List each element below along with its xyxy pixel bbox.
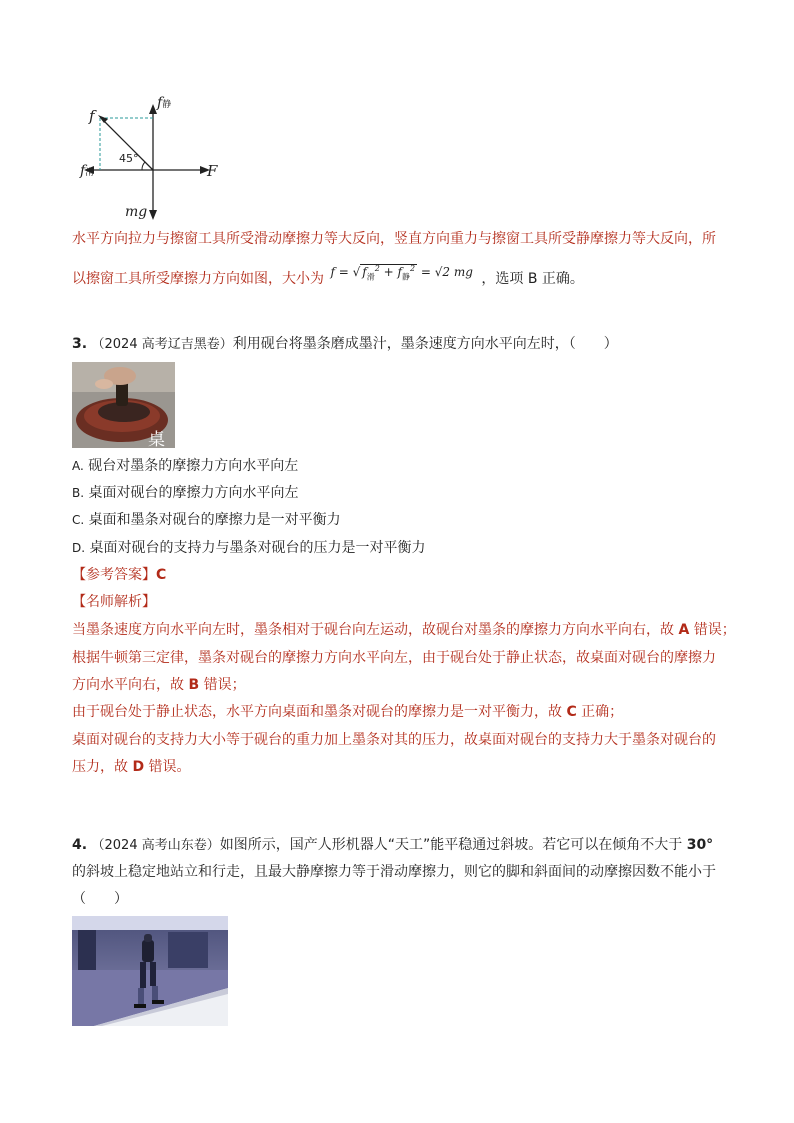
friction-formula: f = √ $f_滑^2 + f_静^2 = √2$ mg [330, 264, 473, 282]
inkstone-photo [72, 362, 175, 448]
q3-option-d: D. 桌面对砚台的支持力与墨条对砚台的压力是一对平衡力 [72, 540, 426, 556]
q3-option-b: B. 桌面对砚台的摩擦力方向水平向左 [72, 485, 299, 501]
q3-stem: 3. （2024 高考辽吉黑卷）利用砚台将墨条磨成墨汁，墨条速度方向水平向左时，（ ） [72, 336, 618, 352]
q3-option-a: A. 砚台对墨条的摩擦力方向水平向左 [72, 458, 299, 474]
label-f: f [89, 107, 95, 125]
q3-analysis-label: 【名师解析】 [72, 594, 156, 610]
desk-label: 桌 [148, 430, 165, 448]
q3-analysis-line: 当墨条速度方向水平向左时，墨条相对于砚台向左运动，故砚台对墨条的摩擦力方向水平向右，故 A 错误； [72, 622, 736, 638]
q4-stem-line1: 4. （2024 高考山东卷）如图所示，国产人形机器人“天工”能平稳通过斜坡。若它可以在倾角不大于 30° [72, 837, 714, 853]
q3-analysis-line: 由于砚台处于静止状态，水平方向桌面和墨条对砚台的摩擦力是一对平衡力，故 C 正确； [72, 704, 624, 720]
label-f-slide: f滑 [80, 163, 95, 179]
label-F: F [207, 162, 218, 180]
q3-analysis-line: 压力，故 D 错误。 [72, 759, 191, 775]
force-diagram [78, 92, 228, 224]
q3-option-c: C. 桌面和墨条对砚台的摩擦力是一对平衡力 [72, 512, 341, 528]
q3-analysis-line: 方向水平向右，故 B 错误； [72, 677, 246, 693]
label-angle: 45° [119, 152, 139, 165]
prev-analysis-line2: 以擦窗工具所受摩擦力方向如图，大小为 f = √ $f_滑^2 + f_静^2 = √2$ mg ，选项 B 正确。 [72, 265, 584, 293]
q3-answer: 【参考答案】C [72, 567, 167, 583]
robot-photo [72, 916, 228, 1026]
prev-analysis-line1: 水平方向拉力与擦窗工具所受滑动摩擦力等大反向，竖直方向重力与擦窗工具所受静摩擦力等大反向，所 [72, 231, 716, 247]
label-f-static: f静 [157, 95, 172, 111]
q4-stem-line2: 的斜坡上稳定地站立和行走，且最大静摩擦力等于滑动摩擦力，则它的脚和斜面间的动摩擦因数不能小于 [72, 864, 716, 880]
q3-analysis-line: 桌面对砚台的支持力大小等于砚台的重力加上墨条对其的压力，故桌面对砚台的支持力大于墨条对砚台的 [72, 732, 716, 748]
q4-stem-line3: （ ） [72, 891, 128, 907]
label-mg: mg [125, 204, 148, 220]
q3-analysis-line: 根据牛顿第三定律，墨条对砚台的摩擦力方向水平向左，由于砚台处于静止状态，故桌面对砚台的摩擦力 [72, 650, 716, 666]
